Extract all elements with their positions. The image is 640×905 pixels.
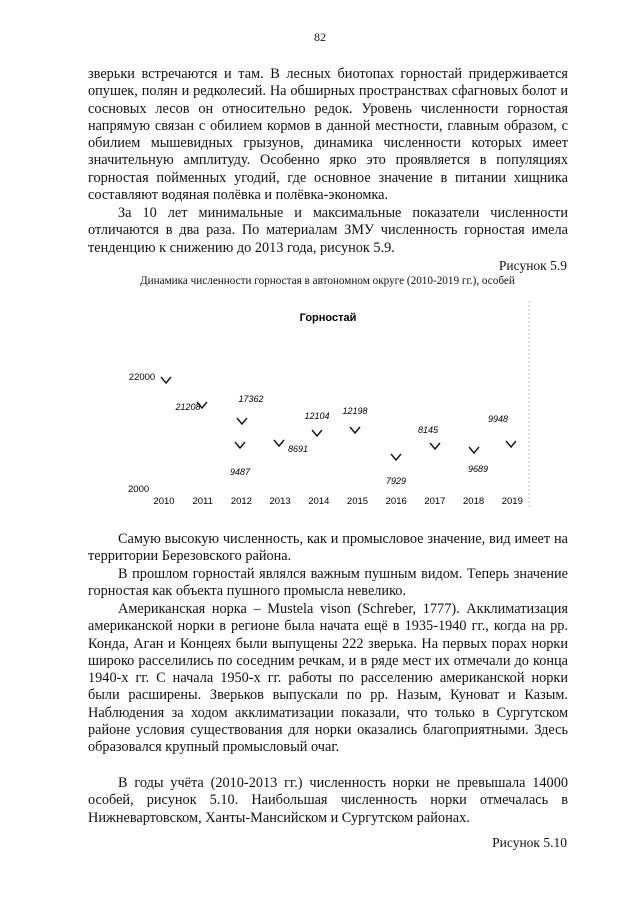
chart-point xyxy=(469,447,479,453)
x-axis-ticks xyxy=(153,496,522,507)
chart-point xyxy=(506,441,516,447)
x-tick-label: 2016 xyxy=(385,496,407,507)
paragraph-3: Самую высокую численность, как и промысловое значение, вид имеет на территории Березовского района. xyxy=(88,531,568,565)
data-label: 12104 xyxy=(304,411,330,421)
data-label: 8145 xyxy=(417,425,439,435)
data-label: 17362 xyxy=(238,394,264,404)
chart-point xyxy=(274,440,284,446)
page-number: 82 xyxy=(314,30,326,44)
chart-point xyxy=(237,418,247,424)
x-tick-label: 2011 xyxy=(192,496,213,507)
paragraph-5: Американская норка – Mustela vison (Schreber, 1777). Акклиматизация американской норки в регионе была начата ещё в 1935-1940 гг., когда на рр. Конда, Аган и Концеях были выпущены 222 зверька. На первых порах норки широко расселились по соседним речкам, и в ряде мест их отмечали до конца 1940-х гг. С начала 1950-х гг. работы по расселению американской норки были расширены. Зверьков выпускали по рр. Назым, Куноват и Казым. Наблюдения за ходом акклиматизации показали, что только в Сургутском районе условия существования для норки оказались благоприятными. Здесь образовался крупный промысловый очаг. xyxy=(88,601,568,756)
data-label: 21208 xyxy=(175,402,201,412)
chart-marks xyxy=(129,372,516,486)
paragraph-6: В годы учёта (2010-2013 гг.) численность норки не превышала 14000 особей, рисунок 5.10. Наибольшая численность норки отмечалась в Нижневартовском, Ханты-Мансийском и Сургутском районах. xyxy=(88,775,568,826)
paragraph-4: В прошлом горностай являлся важным пушным видом. Теперь значение горностая как объекта пушного промысла невелико. xyxy=(88,566,568,600)
data-label: 22000 xyxy=(128,372,156,383)
x-tick-label: 2013 xyxy=(269,496,291,507)
x-tick-label: 2010 xyxy=(153,496,175,507)
data-label: 12198 xyxy=(342,406,368,416)
figure-label-5-9: Рисунок 5.9 xyxy=(498,258,567,273)
y-tick-low: 2000 xyxy=(128,484,150,495)
paragraph-2: За 10 лет минимальные и максимальные показатели численности отличаются в два раза. По материалам ЗМУ численность горностая имела тенденцию к снижению до 2013 года, рисунок 5.9. xyxy=(88,205,568,256)
chart-point xyxy=(161,377,171,383)
paragraph-1: зверьки встречаются и там. В лесных биотопах горностай придерживается опушек, полян и редколесий. На обширных пространствах сфагновых болот и сосновых лесов он относительно редок. Уровень численности горностая напрямую связан с обилием кормов в данной местности, главным образом, с обилием мышевидных грызунов, динамика численности которых имеет значительную амплитуду. Особенно ярко это проявляется в популяциях горностая пойменных угодий, где основное значение в питании хищника составляют водяная полёвка и полёвка-экономка. xyxy=(88,66,568,204)
x-tick-label: 2018 xyxy=(463,496,485,507)
data-label: 9948 xyxy=(487,414,509,424)
data-label: 8691 xyxy=(287,444,309,454)
chart-point xyxy=(430,443,440,449)
chart-point xyxy=(235,442,245,448)
figure-caption: Динамика численности горностая в автономном округе (2010-2019 гг.), особей xyxy=(140,275,515,287)
x-tick-label: 2017 xyxy=(424,496,446,507)
x-tick-label: 2019 xyxy=(501,496,523,507)
chart-point xyxy=(312,430,322,436)
chart-container xyxy=(118,293,532,512)
chart-title: Горностай xyxy=(299,312,357,324)
data-label: 7929 xyxy=(385,476,407,486)
data-label: 9487 xyxy=(229,467,251,477)
x-tick-label: 2014 xyxy=(308,496,330,507)
chart-point xyxy=(350,427,360,433)
population-chart xyxy=(118,293,532,512)
chart-point xyxy=(391,454,401,460)
x-tick-label: 2012 xyxy=(230,496,252,507)
figure-label-5-10: Рисунок 5.10 xyxy=(492,835,567,850)
data-label: 9689 xyxy=(467,464,489,474)
x-tick-label: 2015 xyxy=(346,496,369,507)
